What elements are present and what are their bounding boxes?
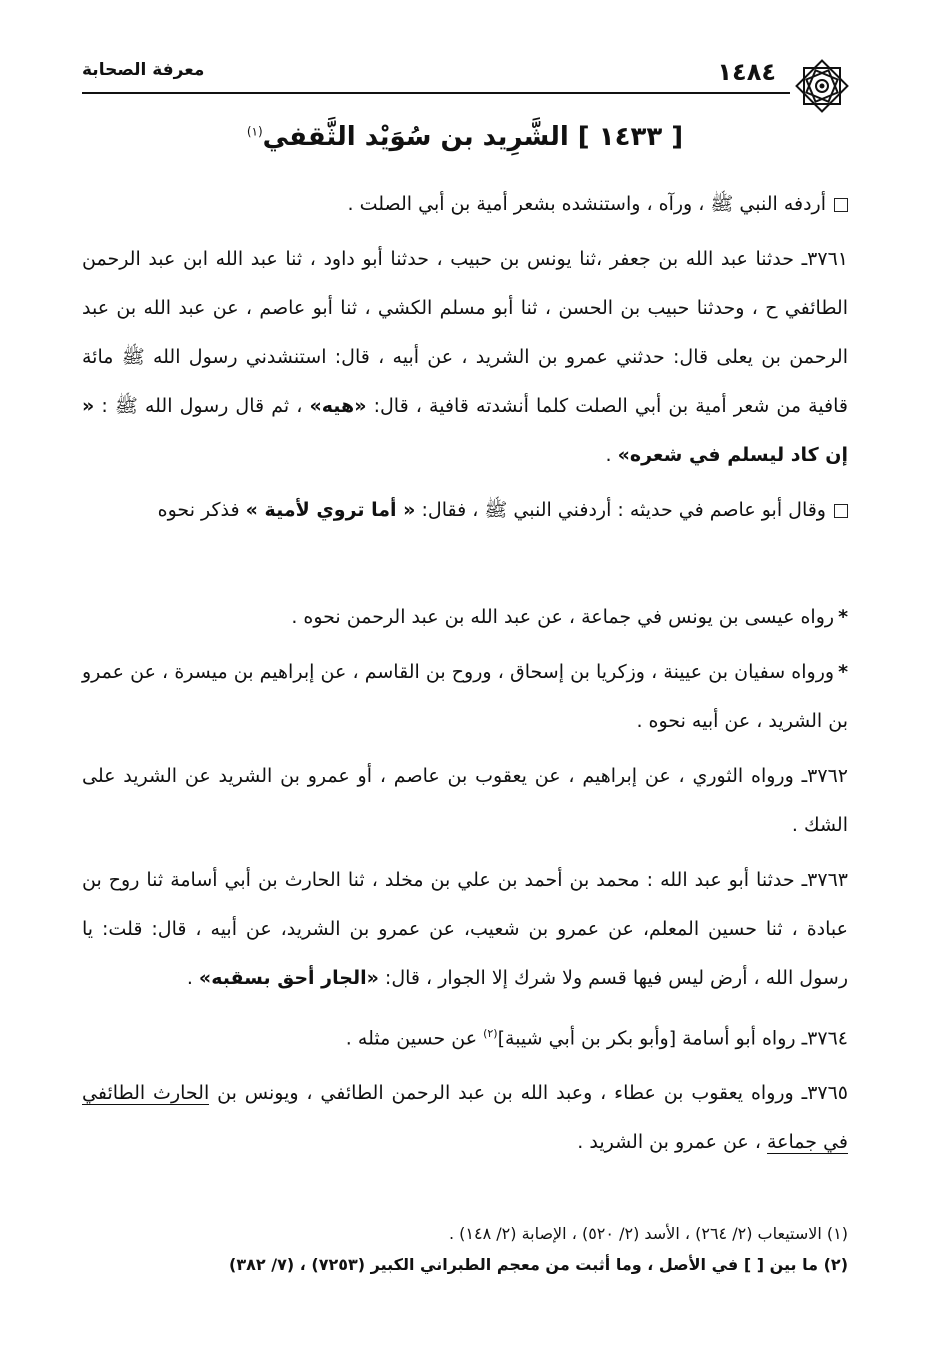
star-ornament-icon — [790, 54, 854, 118]
header-rule — [82, 92, 790, 94]
quote-in-kada: « إن كاد ليسلم في شعره» — [82, 395, 848, 466]
running-title: معرفة الصحابة — [82, 60, 205, 80]
footnote-ref-1: (١) — [246, 124, 263, 139]
hadith-3764: ٣٧٦٤ـ رواه أبو أسامة [وأبو بكر بن أبي شيبة]$^{(٢)}$ عن حسين مثله . — [345, 1027, 848, 1050]
quote-al-jar: «الجار أحق بسقبه» — [198, 967, 379, 989]
footnote-ref-2: (٢) — [483, 1027, 498, 1040]
entry-title — [82, 122, 848, 152]
asterisk-icon: * — [838, 606, 848, 628]
abu-asim-paragraph: وقال أبو عاصم في حديثه : أردفني النبي ﷺ ، فقال: « أما تروي لأمية » فذكر نحوه — [82, 486, 848, 535]
hadith-3763: ٣٧٦٣ـ حدثنا أبو عبد الله : محمد بن أحمد بن علي بن مخلد ، ثنا الحارث بن أبي أسامة ثنا روح بن عبادة ، ثنا حسين المعلم، عن عمرو بن شعيب، عن عمرو بن الشريد، عن أبيه ، قال: قلت: يا رسول الله ، أرض ليس فيها قسم ولا شرك إلا الجوار ، قال: «الجار أحق بسقبه» . — [82, 869, 848, 989]
page-number: ١٤٨٤ — [717, 58, 776, 86]
body-text — [82, 180, 848, 1167]
hadith-3765: ٣٧٦٥ـ ورواه يعقوب بن عطاء ، وعبد الله بن عبد الرحمن الطائفي ، ويونس بن الحارث الطائفي في جماعة ، عن عمرو بن الشريد . — [82, 1082, 849, 1154]
footnote-1: (١) الاستيعاب (٢/ ٢٦٤) ، الأسد (٢/ ٥٢٠) ، الإصابة (٢/ ١٤٨) . — [448, 1224, 848, 1243]
star-note-1: *رواه عيسى بن يونس في جماعة ، عن عبد الله بن عبد الرحمن نحوه . — [291, 606, 848, 628]
intro-paragraph: أردفه النبي ﷺ ، ورآه ، واستنشده بشعر أمية بن أبي الصلت . — [82, 180, 848, 229]
underlined-phrase: الحارث الطائفي في جماعة — [82, 1082, 848, 1154]
star-note-2: *ورواه سفيان بن عيينة ، وزكريا بن إسحاق ، وروح بن القاسم ، عن إبراهيم بن ميسرة ، عن عمرو بن الشريد ، عن أبيه نحوه . — [82, 661, 848, 732]
entry-title-text: [ ١٤٣٣ ] الشَّرِيد بن سُوَيْد الثَّقفي — [262, 122, 684, 152]
footnotes — [82, 1218, 848, 1280]
book-page — [82, 40, 848, 1320]
quote-hiih: «هيه» — [309, 395, 367, 417]
hadith-3762: ٣٧٦٢ـ ورواه الثوري ، عن إبراهيم ، عن يعقوب بن عاصم ، أو عمرو بن الشريد عن الشريد على الشك . — [82, 765, 848, 836]
footnote-2: (٢) ما بين [ ] في الأصل ، وما أثبت من معجم الطبراني الكبير (٧٢٥٣) ، (٧/ ٣٨٢) — [229, 1255, 848, 1274]
hadith-3761: ٣٧٦١ـ حدثنا عبد الله بن جعفر ،ثنا يونس بن حبيب ، حدثنا أبو داود ، ثنا عبد الله ابن عبد الرحمن الطائفي ح ، وحدثنا حبيب بن الحسن ، ثنا أبو مسلم الكشي ، ثنا أبو عاصم ، عن عبد الله بن عبد الرحمن بن يعلى قال: حدثني عمرو بن الشريد ، عن أبيه ، قال: استنشدني رسول الله ﷺ مائة قافية من شعر أمية بن أبي الصلت كلما أنشدته قافية ، قال: «هيه» ، ثم قال رسول الله ﷺ : « إن كاد ليسلم في شعره» . — [82, 248, 849, 466]
asterisk-icon: * — [838, 661, 848, 683]
quote-ama-tarwi: « أما تروي لأمية » — [245, 499, 416, 521]
square-bullet-icon — [834, 198, 848, 212]
square-bullet-icon — [834, 504, 848, 518]
page-header — [82, 50, 848, 94]
